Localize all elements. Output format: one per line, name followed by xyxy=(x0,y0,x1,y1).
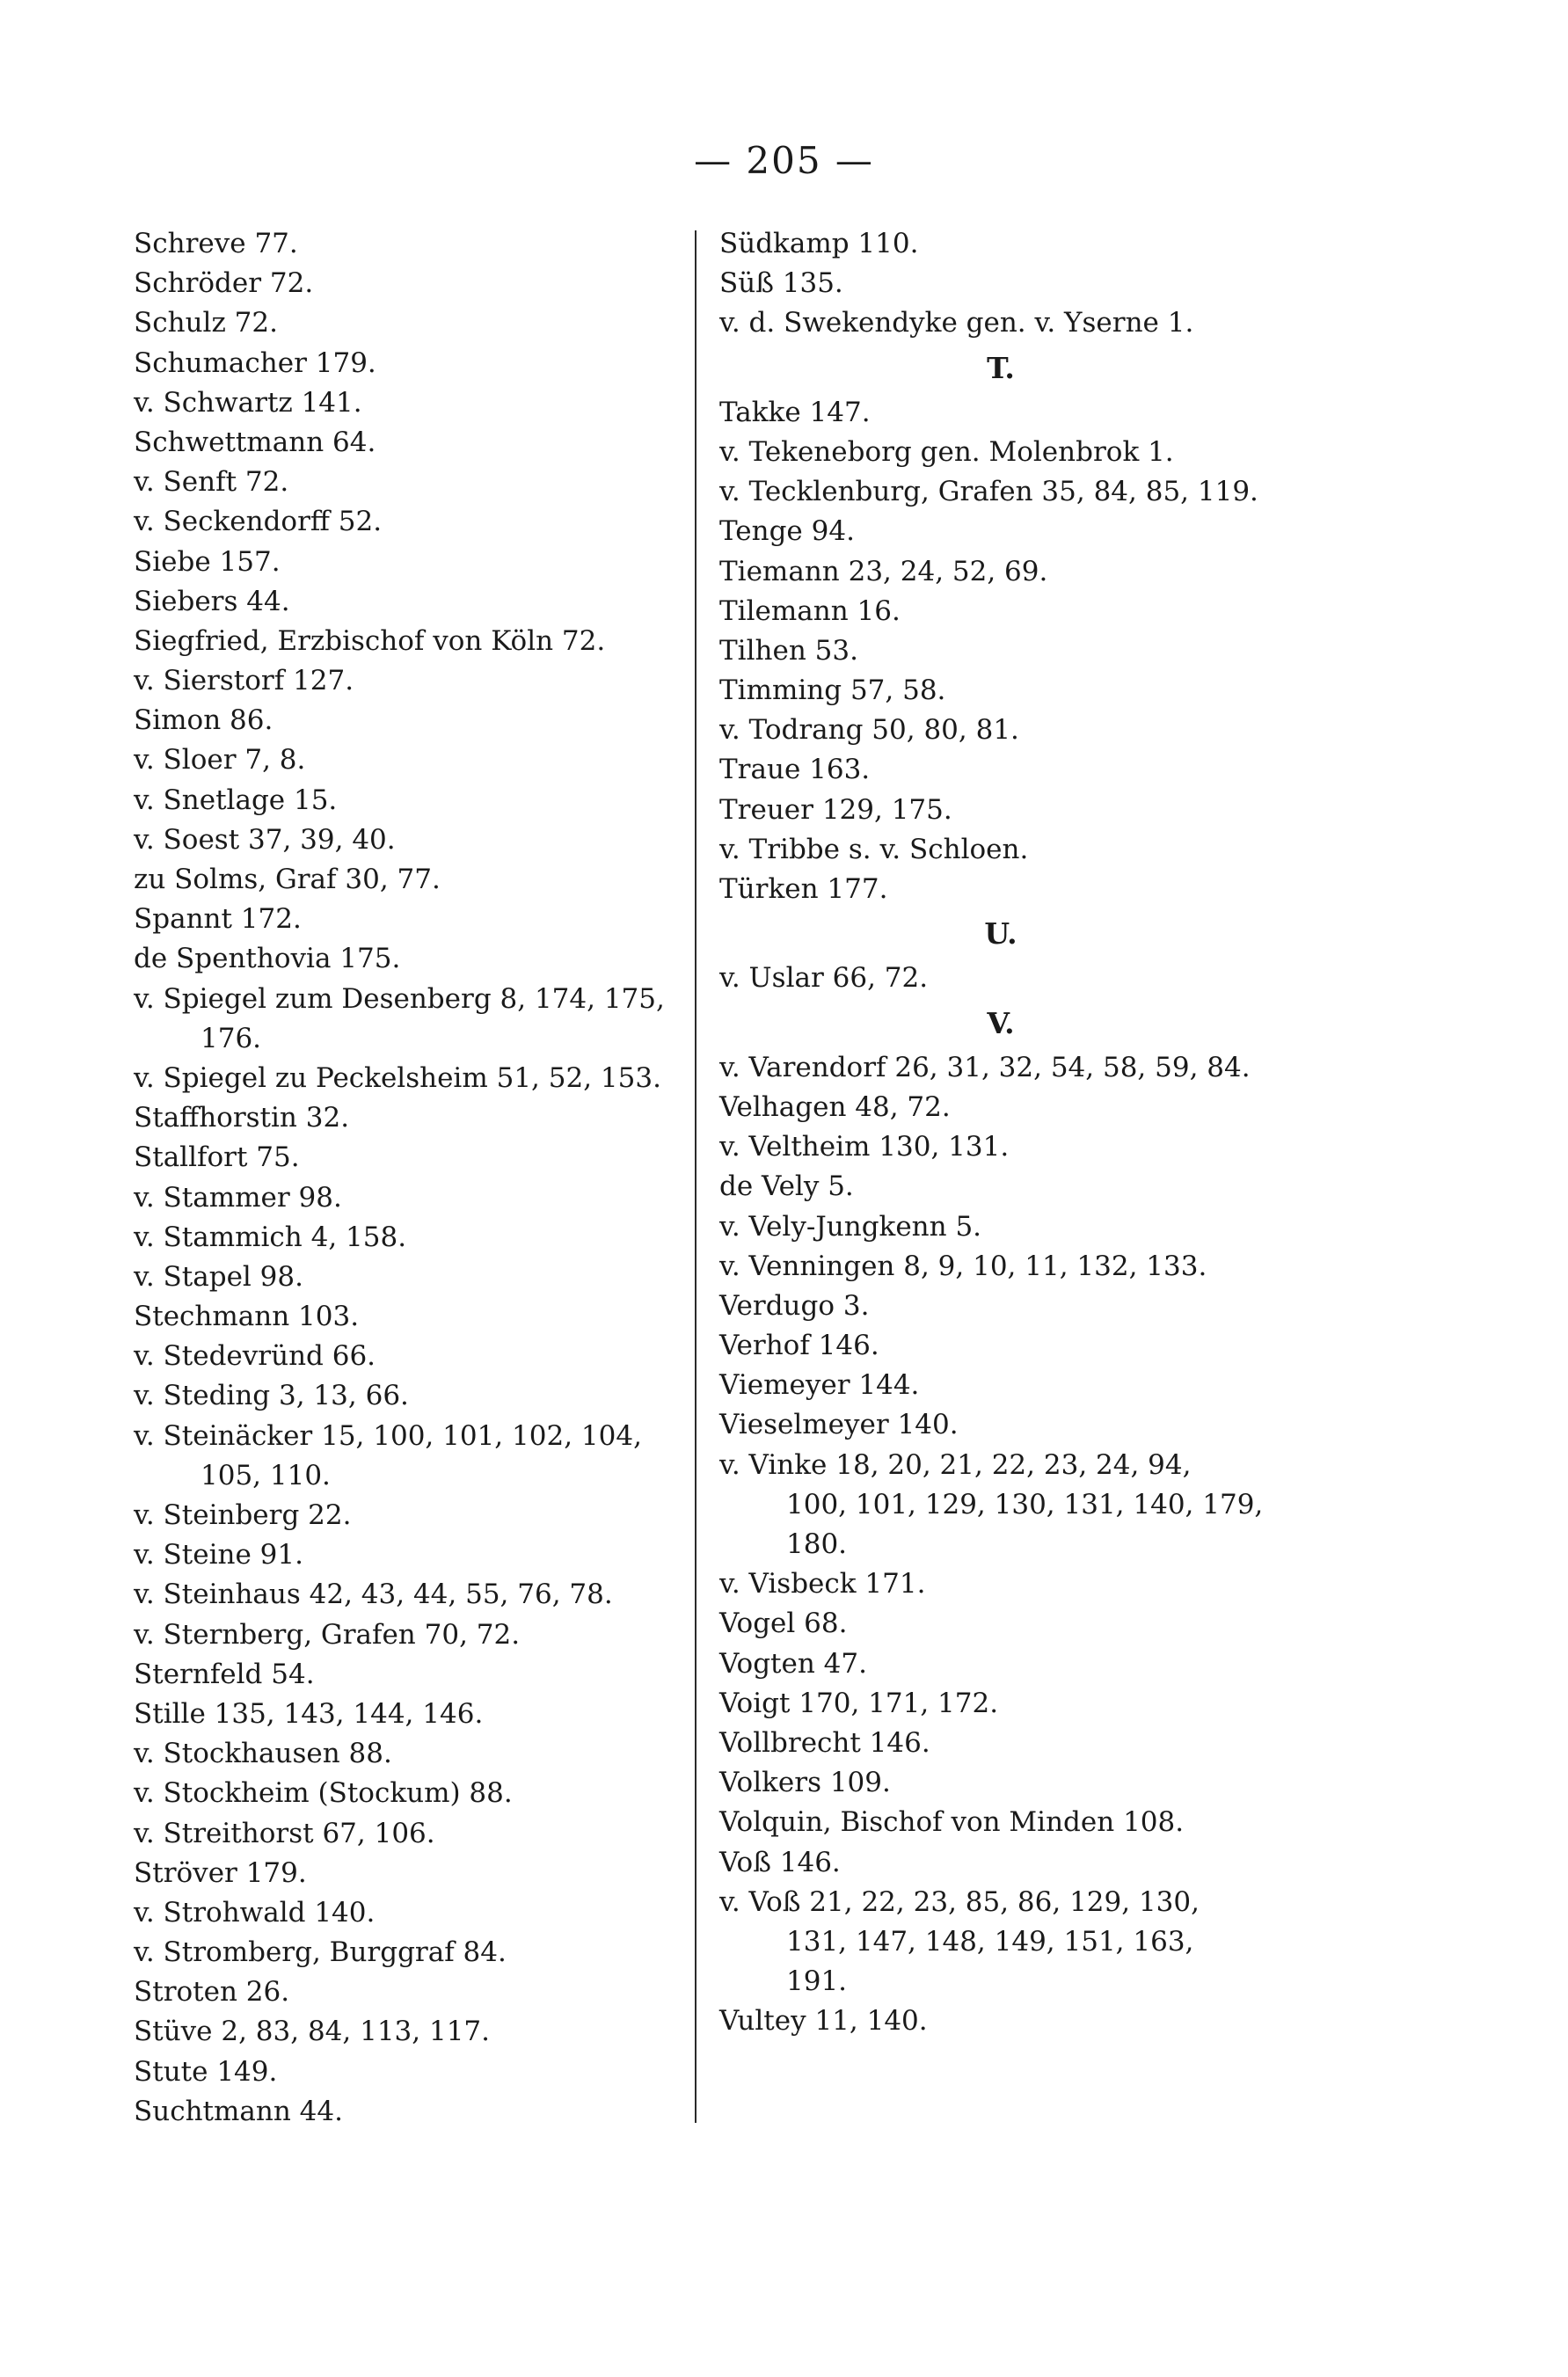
index-entry: Tenge 94. xyxy=(719,515,855,548)
index-entry: v. Stapel 98. xyxy=(134,1260,303,1293)
index-entry: v. Voß 21, 22, 23, 85, 86, 129, 130, xyxy=(719,1885,1200,1918)
index-entry: v. Strohwald 140. xyxy=(134,1896,376,1929)
index-entry: Tilemann 16. xyxy=(719,594,901,627)
index-entry-continuation: 105, 110. xyxy=(201,1459,331,1491)
index-entry: zu Solms, Graf 30, 77. xyxy=(134,864,441,895)
index-entry-continuation: 131, 147, 148, 149, 151, 163, xyxy=(786,1925,1194,1958)
index-entry: v. Sierstorf 127. xyxy=(134,665,354,697)
index-entry: Spannt 172. xyxy=(134,903,302,936)
index-entry: Suchtmann 44. xyxy=(134,2095,343,2127)
index-entry: de Spenthovia 175. xyxy=(134,943,401,975)
index-entry: v. Snetlage 15. xyxy=(134,784,338,816)
index-entry: v. Visbeck 171. xyxy=(719,1568,926,1600)
index-entry: v. Seckendorff 52. xyxy=(134,506,383,538)
index-column-left xyxy=(134,224,683,2132)
index-entry: Takke 147. xyxy=(719,396,871,428)
index-entry: Staffhorstin 32. xyxy=(134,1102,350,1134)
index-entry: Velhagen 48, 72. xyxy=(719,1090,951,1123)
index-entry: Timming 57, 58. xyxy=(719,674,946,707)
index-entry-continuation: 180. xyxy=(786,1528,848,1560)
index-entry: v. Vely-Jungkenn 5. xyxy=(719,1210,982,1243)
index-entry: Voß 146. xyxy=(719,1846,841,1878)
index-entry: v. Spiegel zum Desenberg 8, 174, 175, xyxy=(134,982,665,1015)
index-entry: v. Tribbe s. v. Schloen. xyxy=(719,833,1029,865)
index-entry: v. Stammich 4, 158. xyxy=(134,1221,407,1253)
index-entry: Simon 86. xyxy=(134,704,273,737)
index-entry: v. Tecklenburg, Grafen 35, 84, 85, 119. xyxy=(719,476,1258,508)
page-number: — 205 — xyxy=(694,139,874,182)
index-entry: v. Steinhaus 42, 43, 44, 55, 76, 78. xyxy=(134,1579,613,1611)
index-entry: v. Stromberg, Burggraf 84. xyxy=(134,1936,507,1969)
index-entry: v. Streithorst 67, 106. xyxy=(134,1817,435,1849)
index-entry: Südkamp 110. xyxy=(719,228,919,259)
index-entry: Siegfried, Erzbischof von Köln 72. xyxy=(134,624,606,657)
index-entry: Stechmann 103. xyxy=(134,1301,360,1333)
index-entry: Vogten 47. xyxy=(719,1647,867,1680)
index-column-right xyxy=(719,224,1282,2041)
index-entry: v. Stockhausen 88. xyxy=(134,1738,392,1770)
index-entry: Traue 163. xyxy=(719,754,871,786)
index-entry: Vogel 68. xyxy=(719,1608,848,1640)
index-entry: Stille 135, 143, 144, 146. xyxy=(134,1697,484,1730)
index-entry-continuation: 176. xyxy=(201,1022,262,1054)
index-entry-continuation: 191. xyxy=(786,1965,848,1998)
index-entry: Ströver 179. xyxy=(134,1856,307,1889)
index-entry: Stroten 26. xyxy=(134,1976,290,2009)
index-entry: Schreve 77. xyxy=(134,228,298,259)
heading-spacer xyxy=(719,949,1282,959)
index-entry: Schulz 72. xyxy=(134,307,278,339)
index-entry-continuation: 100, 101, 129, 130, 131, 140, 179, xyxy=(786,1488,1264,1520)
index-entry: v. Schwartz 141. xyxy=(134,386,362,419)
index-entry: v. Venningen 8, 9, 10, 11, 132, 133. xyxy=(719,1250,1207,1282)
index-entry: Stute 149. xyxy=(134,2055,278,2088)
section-letter-heading: V. xyxy=(987,1005,1015,1040)
index-entry: Volquin, Bischof von Minden 108. xyxy=(719,1806,1185,1839)
index-entry: v. Steinäcker 15, 100, 101, 102, 104, xyxy=(134,1419,642,1452)
index-entry: Schumacher 179. xyxy=(134,346,376,379)
index-entry: Stüve 2, 83, 84, 113, 117. xyxy=(134,2016,491,2048)
index-entry: Türken 177. xyxy=(719,873,888,905)
index-entry: v. Stedevründ 66. xyxy=(134,1340,376,1373)
index-entry: Verhof 146. xyxy=(719,1330,879,1362)
index-entry: Tilhen 53. xyxy=(719,634,858,667)
index-entry: Schröder 72. xyxy=(134,267,314,300)
index-entry: Siebe 157. xyxy=(134,545,281,578)
index-entry: Voigt 170, 171, 172. xyxy=(719,1687,999,1719)
index-entry: Tiemann 23, 24, 52, 69. xyxy=(719,555,1048,587)
index-entry: Viemeyer 144. xyxy=(719,1369,920,1402)
index-entry: de Vely 5. xyxy=(719,1170,854,1203)
index-entry: v. Steding 3, 13, 66. xyxy=(134,1380,409,1412)
index-entry: v. Stockheim (Stockum) 88. xyxy=(134,1777,513,1810)
section-letter-heading: T. xyxy=(987,350,1015,385)
index-entry: v. Soest 37, 39, 40. xyxy=(134,823,396,856)
index-entry: Schwettmann 64. xyxy=(134,426,376,458)
index-entry: Süß 135. xyxy=(719,267,843,300)
index-entry: v. Steine 91. xyxy=(134,1539,303,1571)
section-letter-heading: U. xyxy=(984,916,1017,952)
index-entry: Sternfeld 54. xyxy=(134,1658,315,1690)
index-entry: v. Sternberg, Grafen 70, 72. xyxy=(134,1618,521,1651)
index-entry: v. Todrang 50, 80, 81. xyxy=(719,714,1019,747)
index-entry: v. Veltheim 130, 131. xyxy=(719,1131,1010,1163)
column-divider xyxy=(695,230,696,2123)
index-entry: Vieselmeyer 140. xyxy=(719,1409,959,1441)
index-entry: Vollbrecht 146. xyxy=(719,1726,930,1759)
index-entry: v. Spiegel zu Peckelsheim 51, 52, 153. xyxy=(134,1061,661,1094)
index-entry: Vultey 11, 140. xyxy=(719,2005,928,2038)
index-entry: Verdugo 3. xyxy=(719,1289,870,1322)
index-entry: v. Senft 72. xyxy=(134,466,289,499)
index-entry: v. Steinberg 22. xyxy=(134,1499,352,1531)
index-entry: v. Sloer 7, 8. xyxy=(134,744,306,777)
index-entry: Siebers 44. xyxy=(134,585,290,617)
index-entry: v. Vinke 18, 20, 21, 22, 23, 24, 94, xyxy=(719,1448,1192,1481)
index-entry: v. Stammer 98. xyxy=(134,1181,342,1214)
index-entry: v. Uslar 66, 72. xyxy=(719,962,929,995)
index-entry: v. d. Swekendyke gen. v. Yserne 1. xyxy=(719,307,1194,339)
index-entry: Stallfort 75. xyxy=(134,1141,300,1174)
index-entry: Treuer 129, 175. xyxy=(719,793,952,826)
index-entry: v. Tekeneborg gen. Molenbrok 1. xyxy=(719,435,1174,468)
index-entry: Volkers 109. xyxy=(719,1767,891,1799)
index-entry: v. Varendorf 26, 31, 32, 54, 58, 59, 84. xyxy=(719,1051,1251,1083)
